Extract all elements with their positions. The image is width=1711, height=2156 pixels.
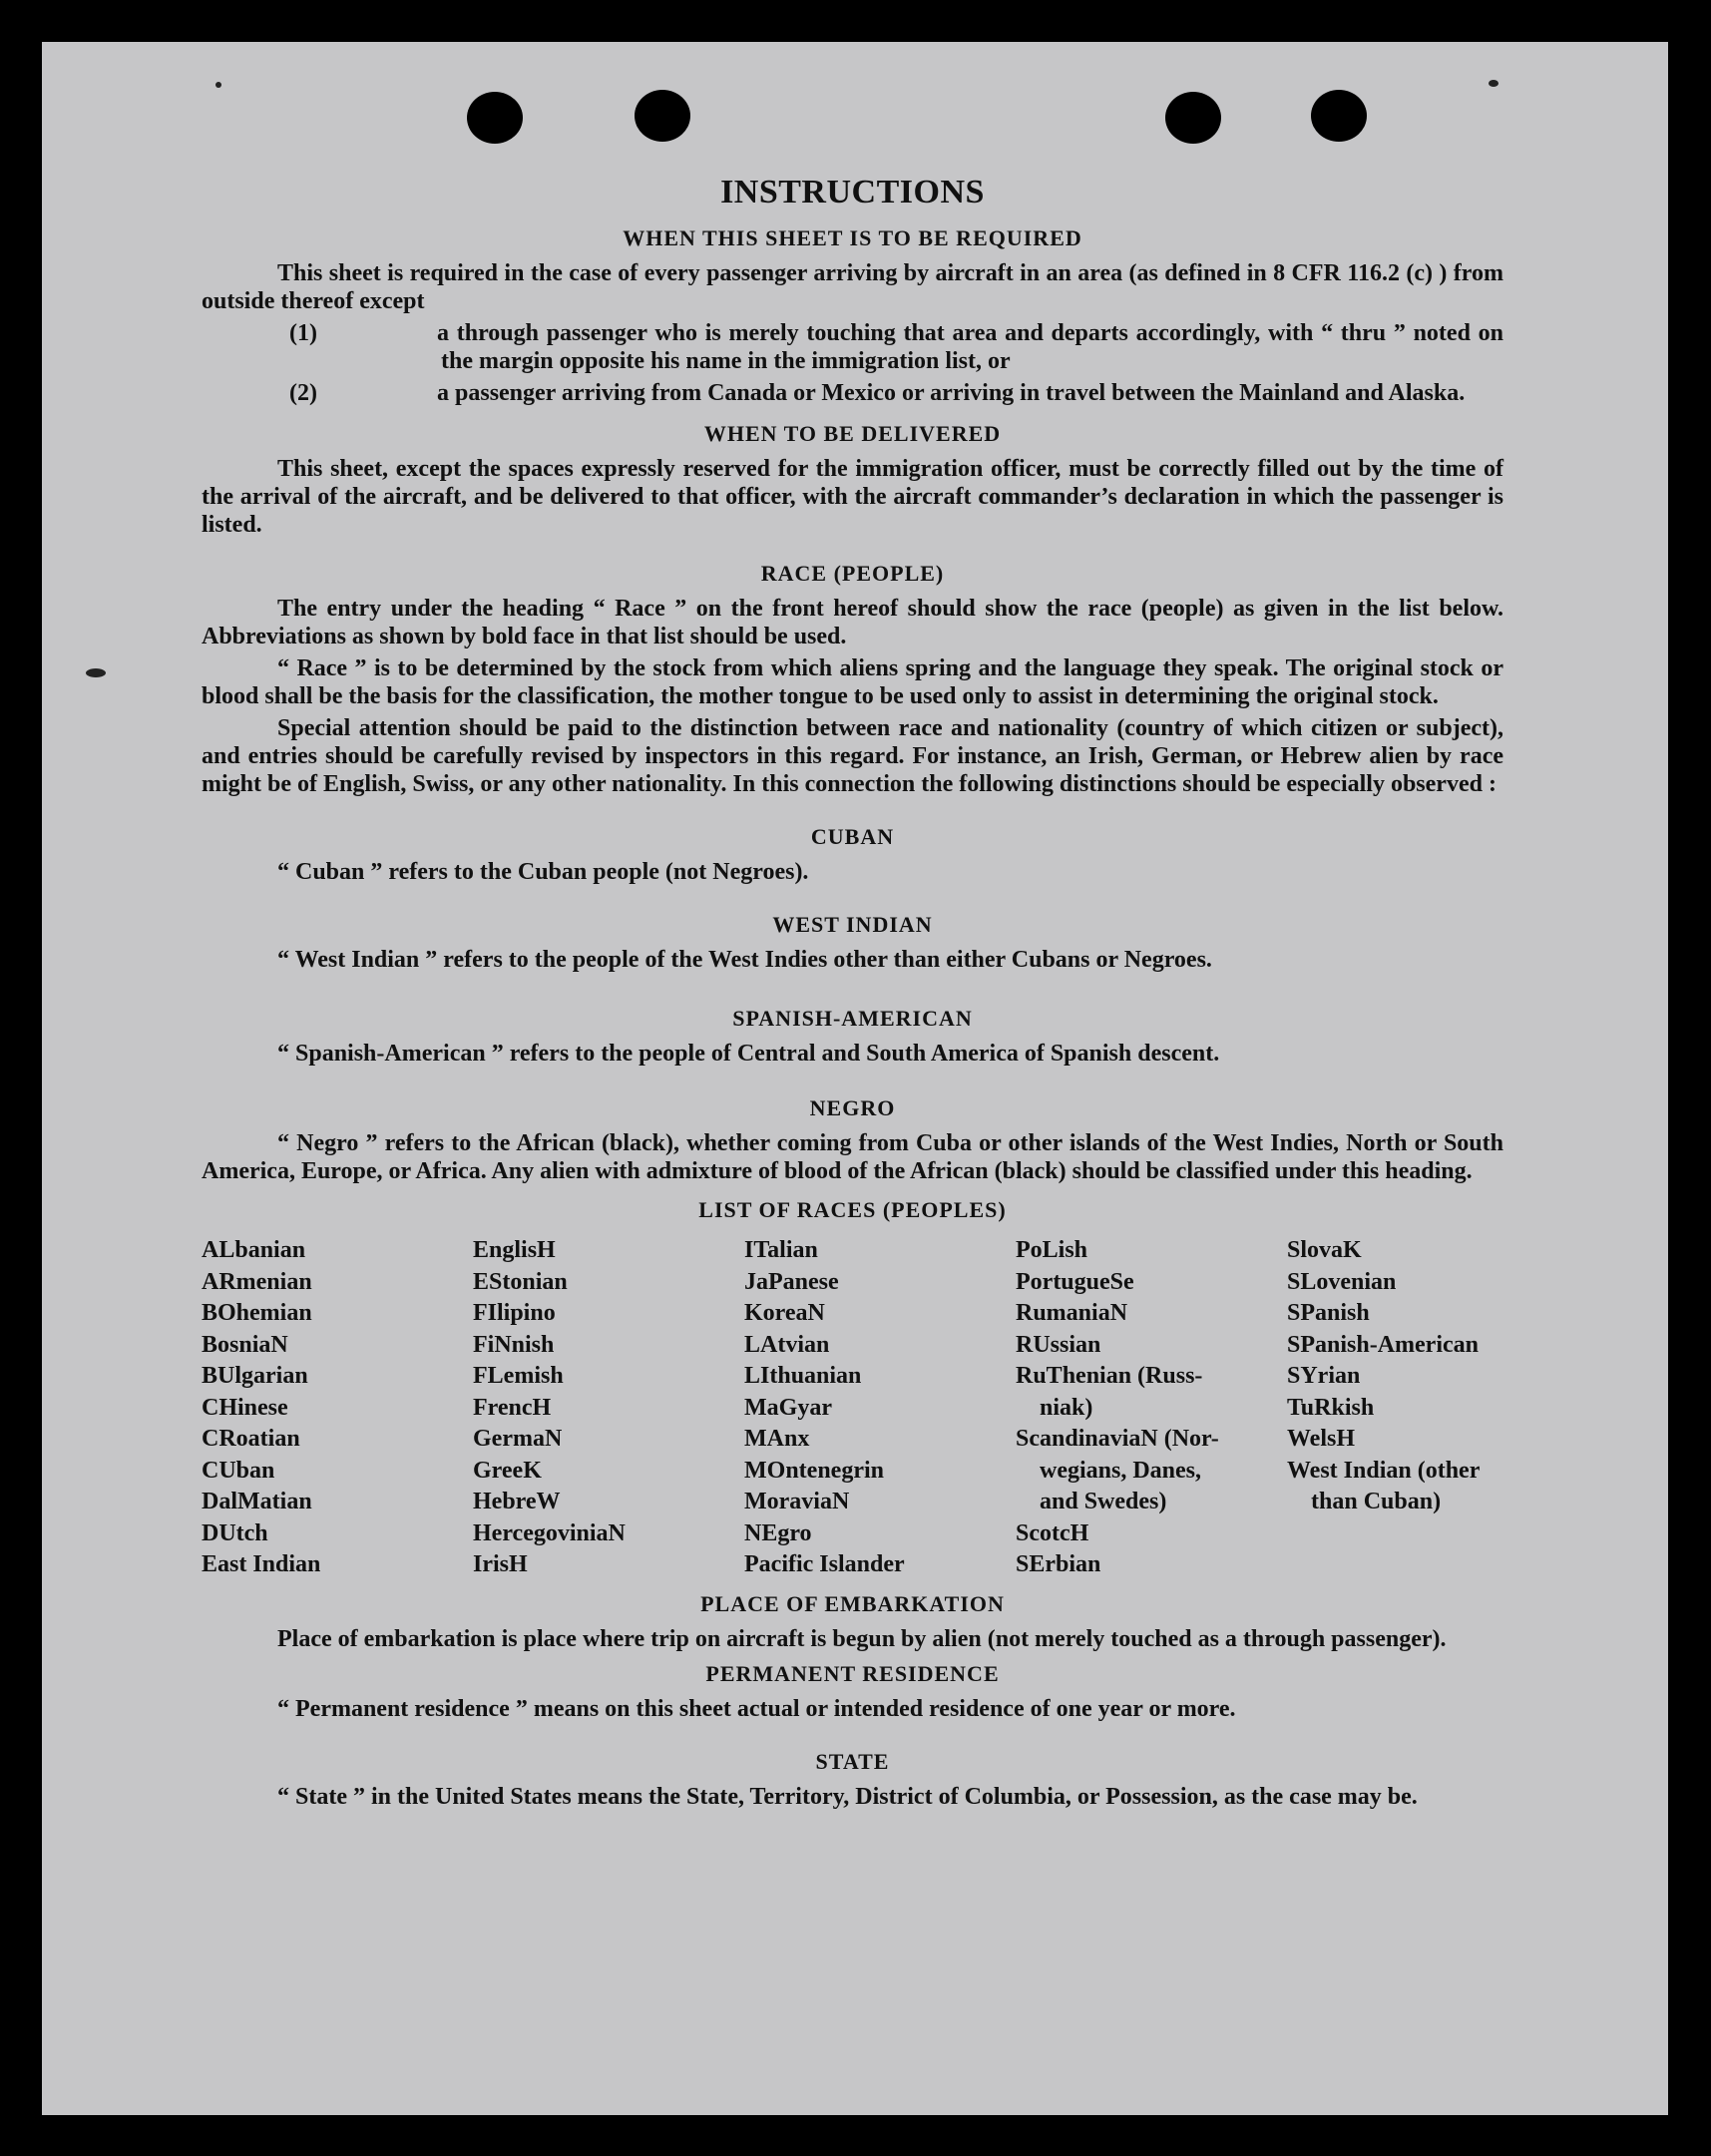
when-delivered-text: This sheet, except the spaces expressly reserved for the immigration officer, must be correctly filled out by the time of the arrival of the aircraft, and be delivered to that officer, with the aircraft commander’s declaration in which the passenger is listed. (202, 456, 1503, 538)
heading-when-required: WHEN THIS SHEET IS TO BE REQUIRED (623, 225, 1082, 250)
race-entry: FiNnish (473, 1331, 555, 1358)
race-entry: JaPanese (744, 1268, 839, 1295)
race-entry: BOhemian (202, 1300, 312, 1326)
exception-item-2 (202, 379, 1503, 407)
race-paragraph-2: “ Race ” is to be determined by the stock from which aliens spring and the language they speak. The original stock or blood shall be the basis for the classification, the mother tongue to be used only to assist in determining the original stock. (202, 655, 1503, 709)
west-indian-text: “ West Indian ” refers to the people of the West Indies other than either Cubans or Negroes. (277, 947, 1212, 973)
heading-when-delivered: WHEN TO BE DELIVERED (703, 421, 1002, 446)
races-column-1 (202, 1235, 473, 1581)
race-entry: FIlipino (473, 1300, 556, 1326)
race-entry: FrencH (473, 1394, 552, 1421)
race-entry: SLovenian (1287, 1268, 1397, 1295)
race-entry: Pacific Islander (744, 1551, 905, 1577)
race-entry: GreeK (473, 1457, 542, 1484)
race-entry-continued: wegians, Danes, (1040, 1457, 1202, 1484)
race-entry: EnglisH (473, 1237, 556, 1263)
race-entry: KoreaN (744, 1300, 825, 1326)
race-entry: LAtvian (744, 1331, 830, 1358)
race-entry-continued: niak) (1040, 1394, 1093, 1421)
race-entry: GermaN (473, 1426, 563, 1452)
heading-cuban: CUBAN (810, 824, 895, 849)
races-list (202, 1235, 1503, 1581)
race-entry: ScandinaviaN (Nor- (1016, 1426, 1219, 1452)
heading-embarkation: PLACE OF EMBARKATION (700, 1590, 1005, 1616)
race-entry: CUban (202, 1457, 275, 1484)
race-entry: East Indian (202, 1551, 321, 1577)
race-entry: BUlgarian (202, 1363, 308, 1389)
race-entry: SlovaK (1287, 1237, 1362, 1263)
race-entry: SYrian (1287, 1363, 1361, 1389)
race-entry: WelsH (1287, 1426, 1356, 1452)
race-entry: SPanish-American (1287, 1331, 1479, 1358)
punch-hole (1311, 90, 1367, 142)
race-entry: PortugueSe (1016, 1268, 1134, 1295)
permanent-residence-text: “ Permanent residence ” means on this sheet actual or intended residence of one year or more. (277, 1695, 1236, 1722)
punch-hole (635, 90, 690, 142)
race-entry: ITalian (744, 1237, 818, 1263)
races-column-3 (744, 1235, 1016, 1581)
race-entry: PoLish (1016, 1237, 1088, 1263)
punch-hole (467, 92, 523, 144)
race-entry: MaGyar (744, 1394, 832, 1421)
heading-negro: NEGRO (809, 1095, 896, 1120)
item-number: (1) (289, 320, 317, 346)
document-sheet (42, 42, 1668, 2115)
spanish-american-text: “ Spanish-American ” refers to the people of Central and South America of Spanish descent. (277, 1041, 1220, 1067)
heading-list-of-races: LIST OF RACES (PEOPLES) (698, 1197, 1007, 1222)
race-entry: ScotcH (1016, 1519, 1089, 1546)
embarkation-text: Place of embarkation is place where trip on aircraft is begun by alien (not merely touched as a through passenger). (277, 1625, 1447, 1652)
exception-item-1 (202, 319, 1503, 375)
race-entry: RuThenian (Russ- (1016, 1363, 1203, 1389)
race-entry: RumaniaN (1016, 1300, 1128, 1326)
race-entry: HercegoviniaN (473, 1519, 626, 1546)
race-entry: EStonian (473, 1268, 568, 1295)
heading-state: STATE (815, 1748, 890, 1774)
speck (86, 668, 106, 677)
race-entry-continued: than Cuban) (1311, 1489, 1442, 1514)
race-entry: DUtch (202, 1519, 268, 1546)
race-entry: MOntenegrin (744, 1457, 884, 1484)
race-entry: ALbanian (202, 1237, 306, 1263)
page-title: INSTRUCTIONS (720, 174, 985, 211)
speck (215, 82, 221, 88)
punch-hole (1165, 92, 1221, 144)
instructions-content (202, 174, 1503, 1811)
races-column-2 (473, 1235, 744, 1581)
item-text: a through passenger who is merely touching that area and departs accordingly, with “ thru ” noted on the margin opposite his name in the immigration list, or (437, 320, 1503, 374)
when-required-intro: This sheet is required in the case of every passenger arriving by aircraft in an area (as defined in 8 CFR 116.2 (c) ) from outside thereof except (202, 260, 1503, 314)
heading-permanent-residence: PERMANENT RESIDENCE (705, 1660, 1000, 1686)
races-column-5 (1287, 1235, 1516, 1581)
race-entry: NEgro (744, 1519, 812, 1546)
race-entry: LIthuanian (744, 1363, 862, 1389)
item-text: a passenger arriving from Canada or Mexico or arriving in travel between the Mainland and Alaska. (437, 380, 1466, 406)
cuban-text: “ Cuban ” refers to the Cuban people (not Negroes). (277, 859, 809, 885)
race-entry: FLemish (473, 1363, 564, 1389)
heading-west-indian: WEST INDIAN (772, 912, 933, 937)
race-entry: CHinese (202, 1394, 288, 1421)
race-entry: HebreW (473, 1489, 561, 1514)
race-entry-continued: and Swedes) (1040, 1489, 1167, 1514)
race-entry: TuRkish (1287, 1394, 1375, 1421)
speck (1489, 80, 1498, 87)
race-entry: RUssian (1016, 1331, 1101, 1358)
race-entry: BosniaN (202, 1331, 288, 1358)
races-column-4 (1016, 1235, 1287, 1581)
item-number: (2) (289, 380, 317, 406)
state-text: “ State ” in the United States means the State, Territory, District of Columbia, or Possession, as the case may be. (277, 1783, 1418, 1810)
race-entry: West Indian (other (1287, 1457, 1481, 1484)
race-paragraph-3: Special attention should be paid to the distinction between race and nationality (country of which citizen or subject), and entries should be carefully revised by inspectors in this regard. For instance, an Irish, German, or Hebrew alien by race might be of English, Swiss, or any other nationality. In this connection the following distinctions should be especially observed : (202, 715, 1503, 797)
race-entry: MoraviaN (744, 1489, 850, 1514)
race-paragraph-1: The entry under the heading “ Race ” on the front hereof should show the race (people) as given in the list below. Abbreviations as shown by bold face in that list should be used. (202, 596, 1503, 649)
race-entry: DalMatian (202, 1489, 312, 1514)
race-entry: ARmenian (202, 1268, 312, 1295)
race-entry: SErbian (1016, 1551, 1101, 1577)
race-entry: SPanish (1287, 1300, 1370, 1326)
heading-spanish-american: SPANISH-AMERICAN (732, 1006, 973, 1031)
negro-text: “ Negro ” refers to the African (black), whether coming from Cuba or other islands of the West Indies, North or South America, Europe, or Africa. Any alien with admixture of blood of the African (black) should be classified under this heading. (202, 1130, 1503, 1184)
race-entry: IrisH (473, 1551, 528, 1577)
heading-race: RACE (PEOPLE) (760, 561, 945, 586)
race-entry: CRoatian (202, 1426, 300, 1452)
race-entry: MAnx (744, 1426, 810, 1452)
